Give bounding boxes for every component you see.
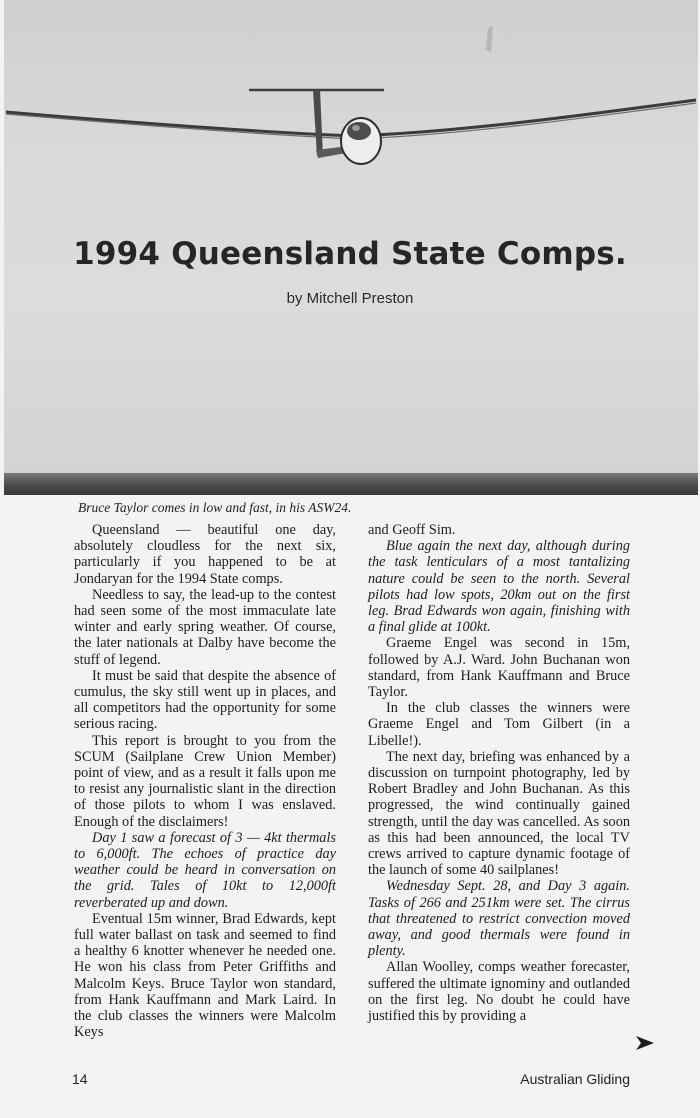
article-column-left [74,522,336,1041]
article-byline: by Mitchell Preston [286,290,414,307]
horizon-treeline [4,473,698,495]
paragraph: Graeme Engel was second in 15m, followed by A.J. Ward. John Buchanan won standard, from Hank Kauffmann and Bruce Taylor. [368,635,630,701]
paragraph: Queensland — beautiful one day, absolutely cloudless for the next six, particularly if you happened to be at Jondaryan for the 1994 State comps. [74,522,336,587]
paragraph-italic: Blue again the next day, although during the task lenticulars of a most tantalizing nature could be seen to the north. Several pilots had low spots, 20km out on the first leg. Brad Edwards won again, finishing with a final glide at 100kt. [368,538,630,636]
paragraph: It must be said that despite the absence of cumulus, the sky still went up in places, and all competitors had the opportunity for some serious racing. [74,667,336,733]
article-column-right [368,522,630,1024]
paragraph: This report is brought to you from the SCUM (Sailplane Crew Union Member) point of view, and as a result it falls upon me to resist any journalistic slant in the direction of those pilots to whom I was enslaved. Enough of the disclaimers! [74,732,336,830]
paragraph-italic: Wednesday Sept. 28, and Day 3 again. Tasks of 266 and 251km were set. The cirrus that threatened to restrict convection moved away, and good thermals were found in plenty. [368,878,630,960]
paragraph: Eventual 15m winner, Brad Edwards, kept full water ballast on task and seemed to find a healthy 6 knotter whenever he needed one. He won his class from Peter Griffiths and Malcolm Keys. Bruce Taylor won standard, from Hank Kauffmann and Mark Laird. In the club classes the winners were Malcolm Keys [74,910,336,1041]
paragraph: Allan Woolley, comps weather forecaster, suffered the ultimate ignominy and outlanded on the first leg. No doubt he could have justified this by providing a [368,959,630,1025]
paragraph: Needless to say, the lead-up to the contest had seen some of the most immaculate late winter and early spring weather. Of course, the later nationals at Dalby have become the stuff of legend. [74,586,336,668]
photo-caption: Bruce Taylor comes in low and fast, in his ASW24. [78,500,352,515]
paragraph: In the club classes the winners were Graeme Engel and Tom Gilbert (in a Libelle!). [368,700,630,749]
paragraph: The next day, briefing was enhanced by a discussion on turnpoint photography, led by Robert Bradley and John Buchanan. As this progressed, the wind continually gained strength, until the day was cancelled. As soon as this had been announced, the local TV crews arrived to capture dynamic footage of the launch of some 40 sailplanes! [368,748,630,879]
page-number: 14 [72,1071,88,1087]
paragraph-continued: and Geoff Sim. [368,522,456,538]
paragraph-italic: Day 1 saw a forecast of 3 — 4kt thermals to 6,000ft. The echoes of practice day weather could be heard in conversation on the grid. Tales of 10kt to 12,000ft reverberated up and down. [74,829,336,911]
arrow-right-icon [636,1036,654,1050]
article-title: 1994 Queensland State Comps. [73,236,627,272]
publication-name: Australian Gliding [520,1071,630,1087]
